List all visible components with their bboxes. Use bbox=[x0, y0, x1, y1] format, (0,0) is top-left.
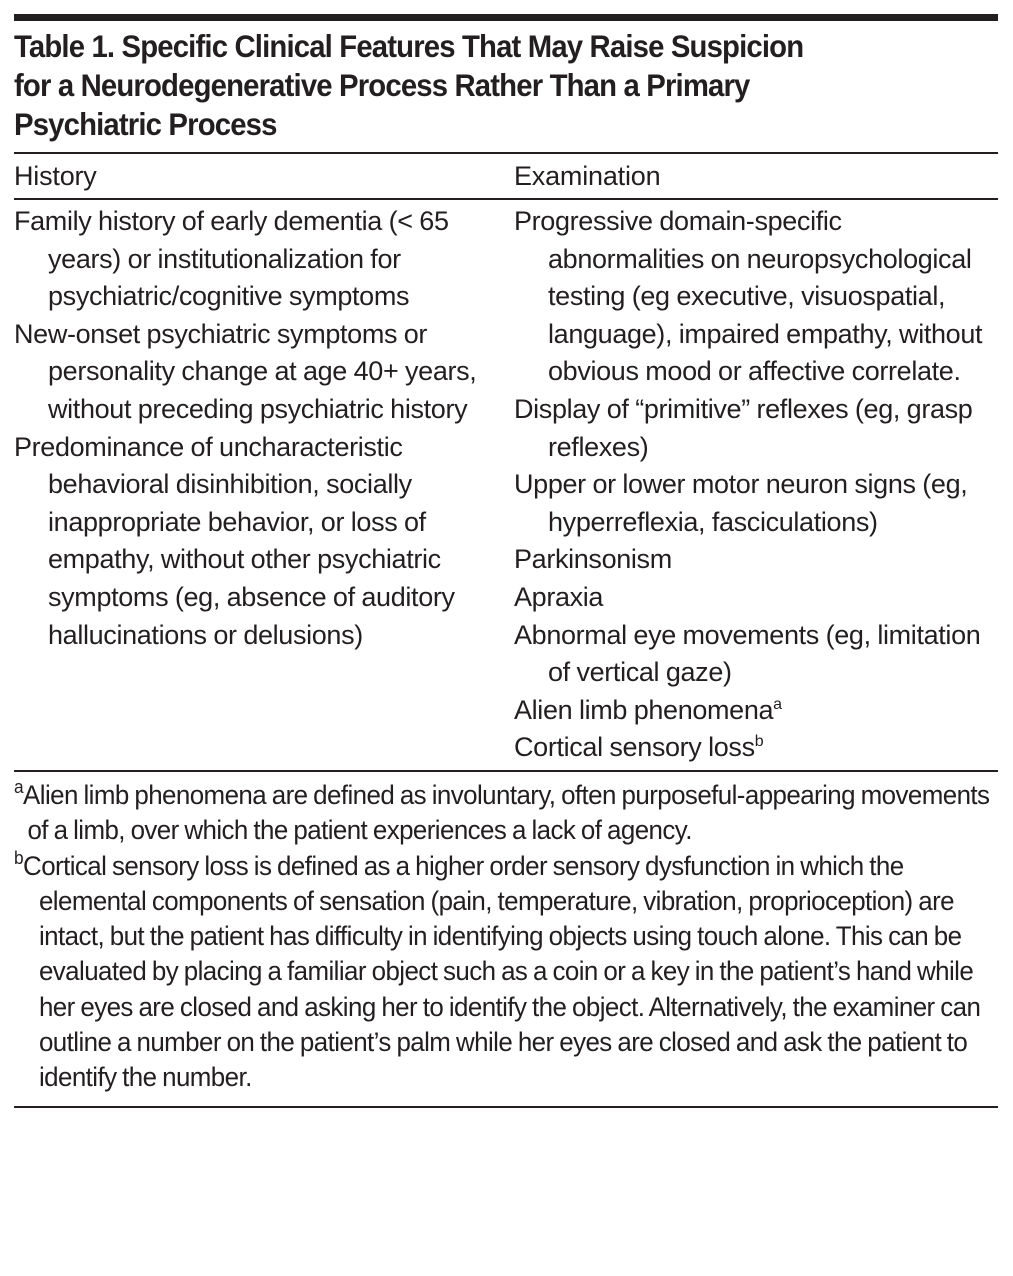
table-body-row bbox=[14, 200, 998, 770]
examination-item bbox=[514, 729, 998, 767]
bottom-rule bbox=[14, 1106, 998, 1108]
column-header-examination: Examination bbox=[514, 161, 661, 191]
history-item: New-onset psychiatric symptoms or personality change at age 40+ years, without preceding psychiatric history bbox=[14, 318, 477, 424]
history-item: Family history of early dementia (< 65 years) or institutionalization for psychiatric/cognitive symptoms bbox=[14, 206, 449, 312]
history-item: Predominance of uncharacteristic behavioral disinhibition, socially inappropriate behavior, or loss of empathy, without other psychiatric symptoms (eg, absence of auditory hallucinations or delusions) bbox=[14, 431, 455, 650]
examination-item bbox=[514, 391, 998, 466]
footnote-text: Alien limb phenomena are defined as involuntary, often purposeful-appearing movements of a limb, over which the patient experiences a lack of agency. bbox=[23, 779, 990, 846]
examination-item bbox=[514, 541, 998, 579]
examination-item-text: Parkinsonism bbox=[514, 544, 672, 575]
examination-column bbox=[514, 203, 998, 767]
footnote-text: Cortical sensory loss is defined as a higher order sensory dysfunction in which the elemental components of sensation (pain, temperature, vibration, proprioception) are intact, but the patient has difficulty in identifying objects using touch alone. This can be evaluated by placing a familiar object such as a coin or a key in the patient’s hand while her eyes are closed and asking her to identify the object. Alternatively, the examiner can outline a number on the patient’s palm while her eyes are closed and ask the patient to identify the number. bbox=[23, 850, 981, 1093]
examination-item bbox=[514, 617, 998, 692]
examination-item-text: Upper or lower motor neuron signs (eg, hyperreflexia, fasciculations) bbox=[514, 469, 968, 537]
footnotes bbox=[14, 772, 998, 1096]
footnote-ref-b: b bbox=[754, 733, 764, 751]
top-rule bbox=[14, 14, 998, 21]
footnote-marker: b bbox=[14, 847, 24, 868]
examination-item bbox=[514, 579, 998, 617]
footnote-ref-a: a bbox=[773, 695, 782, 713]
footnote-marker: a bbox=[14, 776, 24, 797]
footnote-b bbox=[14, 849, 1009, 1096]
history-column bbox=[14, 203, 514, 767]
title-line: for a Neurodegenerative Process Rather Than a Primary bbox=[14, 67, 750, 103]
examination-item-text: Cortical sensory loss bbox=[514, 732, 755, 763]
examination-item-text: Display of “primitive” reflexes (eg, grasp reflexes) bbox=[514, 393, 973, 462]
clinical-features-table bbox=[14, 14, 998, 1108]
table-header-row bbox=[14, 154, 998, 198]
footnote-a bbox=[14, 778, 997, 849]
examination-item bbox=[514, 466, 998, 541]
column-header-history: History bbox=[14, 161, 97, 191]
examination-item-text: Abnormal eye movements (eg, limitation of vertical gaze) bbox=[514, 619, 981, 688]
table-title bbox=[14, 27, 1000, 144]
title-line: Table 1. Specific Clinical Features That May Raise Suspicion bbox=[14, 28, 804, 64]
examination-item bbox=[514, 203, 998, 391]
examination-item-text: Alien limb phenomena bbox=[514, 694, 774, 725]
examination-item-text: Apraxia bbox=[514, 581, 604, 612]
examination-item-text: Progressive domain-specific abnormalities on neuropsychological testing (eg executive, visuospatial, language), impaired empathy, without obvious mood or affective correlate. bbox=[514, 206, 983, 387]
examination-item bbox=[514, 692, 998, 730]
title-line: Psychiatric Process bbox=[14, 106, 277, 142]
